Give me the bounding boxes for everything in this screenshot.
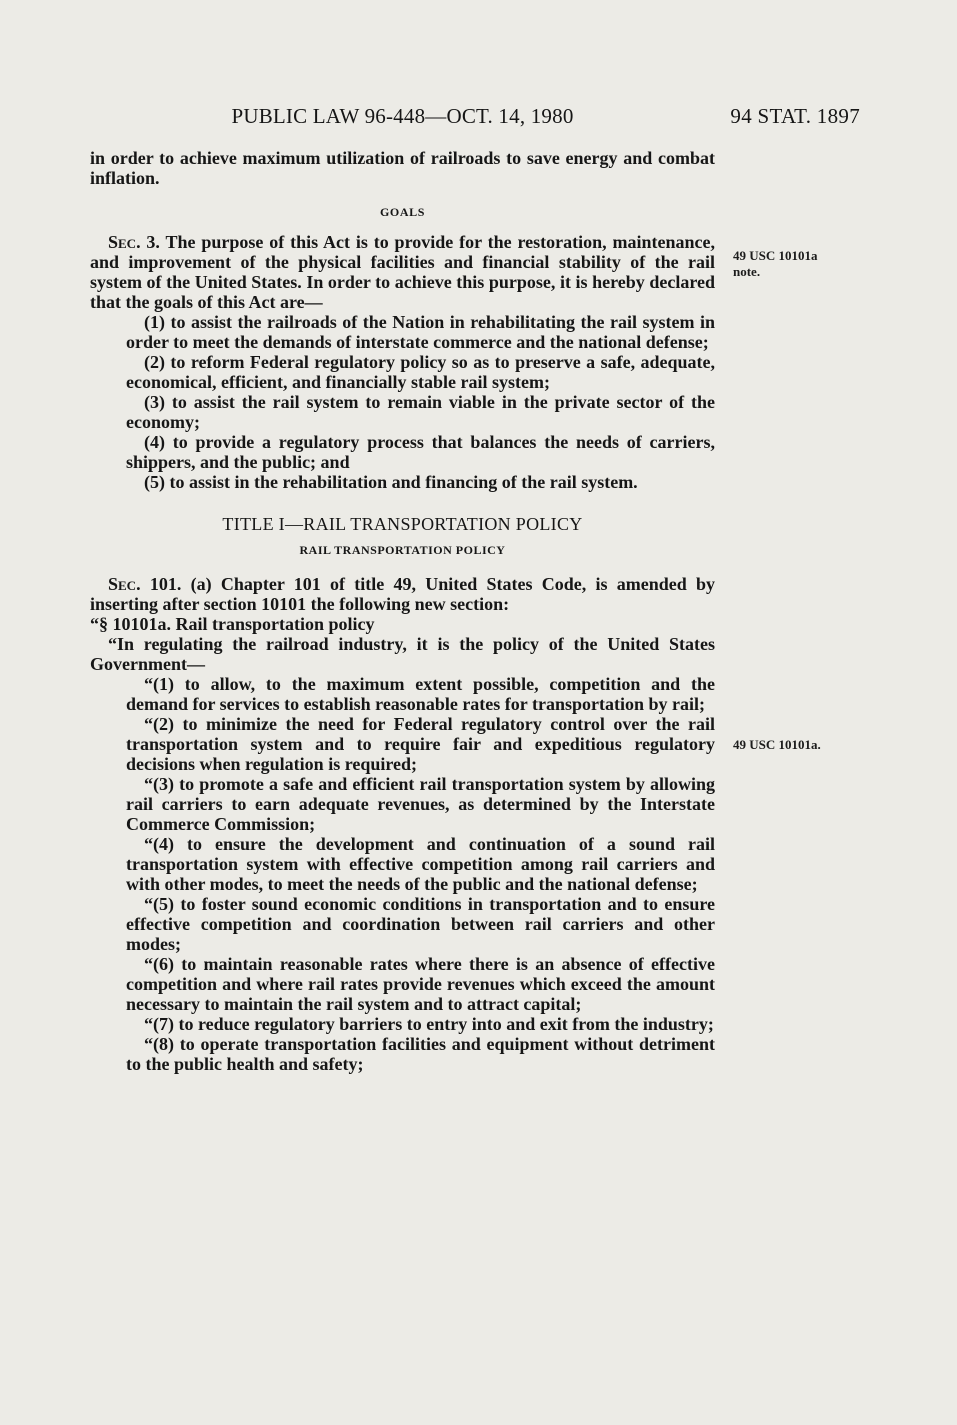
header-stat-citation: 94 STAT. 1897: [730, 104, 860, 128]
margin-note-line: 49 USC 10101a: [733, 248, 818, 263]
policy-item: “(8) to operate transportation facilities and equipment without detriment to the public health and safety;: [126, 1034, 715, 1074]
sec3-paragraph: [90, 232, 715, 312]
policy-item: “(2) to minimize the need for Federal regulatory control over the rail transportation system and to require fair and expeditious regulatory decisions when regulation is required;: [126, 714, 715, 774]
policy-item: “(1) to allow, to the maximum extent possible, competition and the demand for services to establish reasonable rates for transportation by rail;: [126, 674, 715, 714]
goal-item: (3) to assist the rail system to remain viable in the private sector of the economy;: [126, 392, 715, 432]
policy-item: “(6) to maintain reasonable rates where there is an absence of effective competition and where rail rates provide revenues which exceed the amount necessary to maintain the rail system and to attract capital;: [126, 954, 715, 1014]
page-header: [90, 104, 860, 134]
margin-note-line: note.: [733, 264, 761, 279]
policy-item: “(7) to reduce regulatory barriers to entry into and exit from the industry;: [144, 1014, 714, 1034]
policy-item: “(4) to ensure the development and continuation of a sound rail transportation system with effective competition among rail carriers and with other modes, to meet the needs of the public and the national defense;: [126, 834, 715, 894]
sec101-label: Sec. 101.: [108, 574, 182, 594]
document-body: [90, 148, 715, 1074]
sec101-paragraph: [90, 574, 715, 614]
section-heading: “§ 10101a. Rail transportation policy: [90, 614, 375, 634]
goal-item: (2) to reform Federal regulatory policy so as to preserve a safe, adequate, economical, efficient, and financially stable rail system;: [126, 352, 715, 392]
title-heading: TITLE I—RAIL TRANSPORTATION POLICY: [222, 514, 583, 534]
sec101-text: (a) Chapter 101 of title 49, United States Code, is amended by inserting after section 10101 the following new section:: [90, 574, 716, 614]
intro-paragraph: in order to achieve maximum utilization of railroads to save energy and combat inflation.: [90, 148, 715, 188]
goal-item: (5) to assist in the rehabilitation and financing of the rail system.: [144, 472, 638, 492]
header-title: PUBLIC LAW 96-448—OCT. 14, 1980: [231, 104, 574, 128]
sec3-text: The purpose of this Act is to provide for the restoration, maintenance, and improvement of the physical facilities and financial stability of the rail system of the United States. In order to achieve this purpose, it is hereby declared that the goals of this Act are—: [90, 232, 715, 312]
title-subheading: RAIL TRANSPORTATION POLICY: [299, 543, 506, 557]
goal-item: (4) to provide a regulatory process that balances the needs of carriers, shippers, and the public; and: [126, 432, 715, 472]
goals-heading: GOALS: [379, 205, 425, 219]
goal-item: (1) to assist the railroads of the Nation in rehabilitating the rail system in order to meet the demands of interstate commerce and the national defense;: [126, 312, 715, 352]
margin-note-usc-note: [733, 248, 818, 280]
policy-item: “(3) to promote a safe and efficient rail transportation system by allowing rail carriers to earn adequate revenues, as determined by the Interstate Commerce Commission;: [126, 774, 715, 834]
sec3-label: Sec. 3.: [108, 232, 160, 252]
margin-note-usc-section: 49 USC 10101a.: [733, 737, 821, 752]
policy-intro: “In regulating the railroad industry, it is the policy of the United States Government—: [90, 634, 715, 674]
policy-item: “(5) to foster sound economic conditions in transportation and to ensure effective competition and coordination between rail carriers and other modes;: [126, 894, 715, 954]
